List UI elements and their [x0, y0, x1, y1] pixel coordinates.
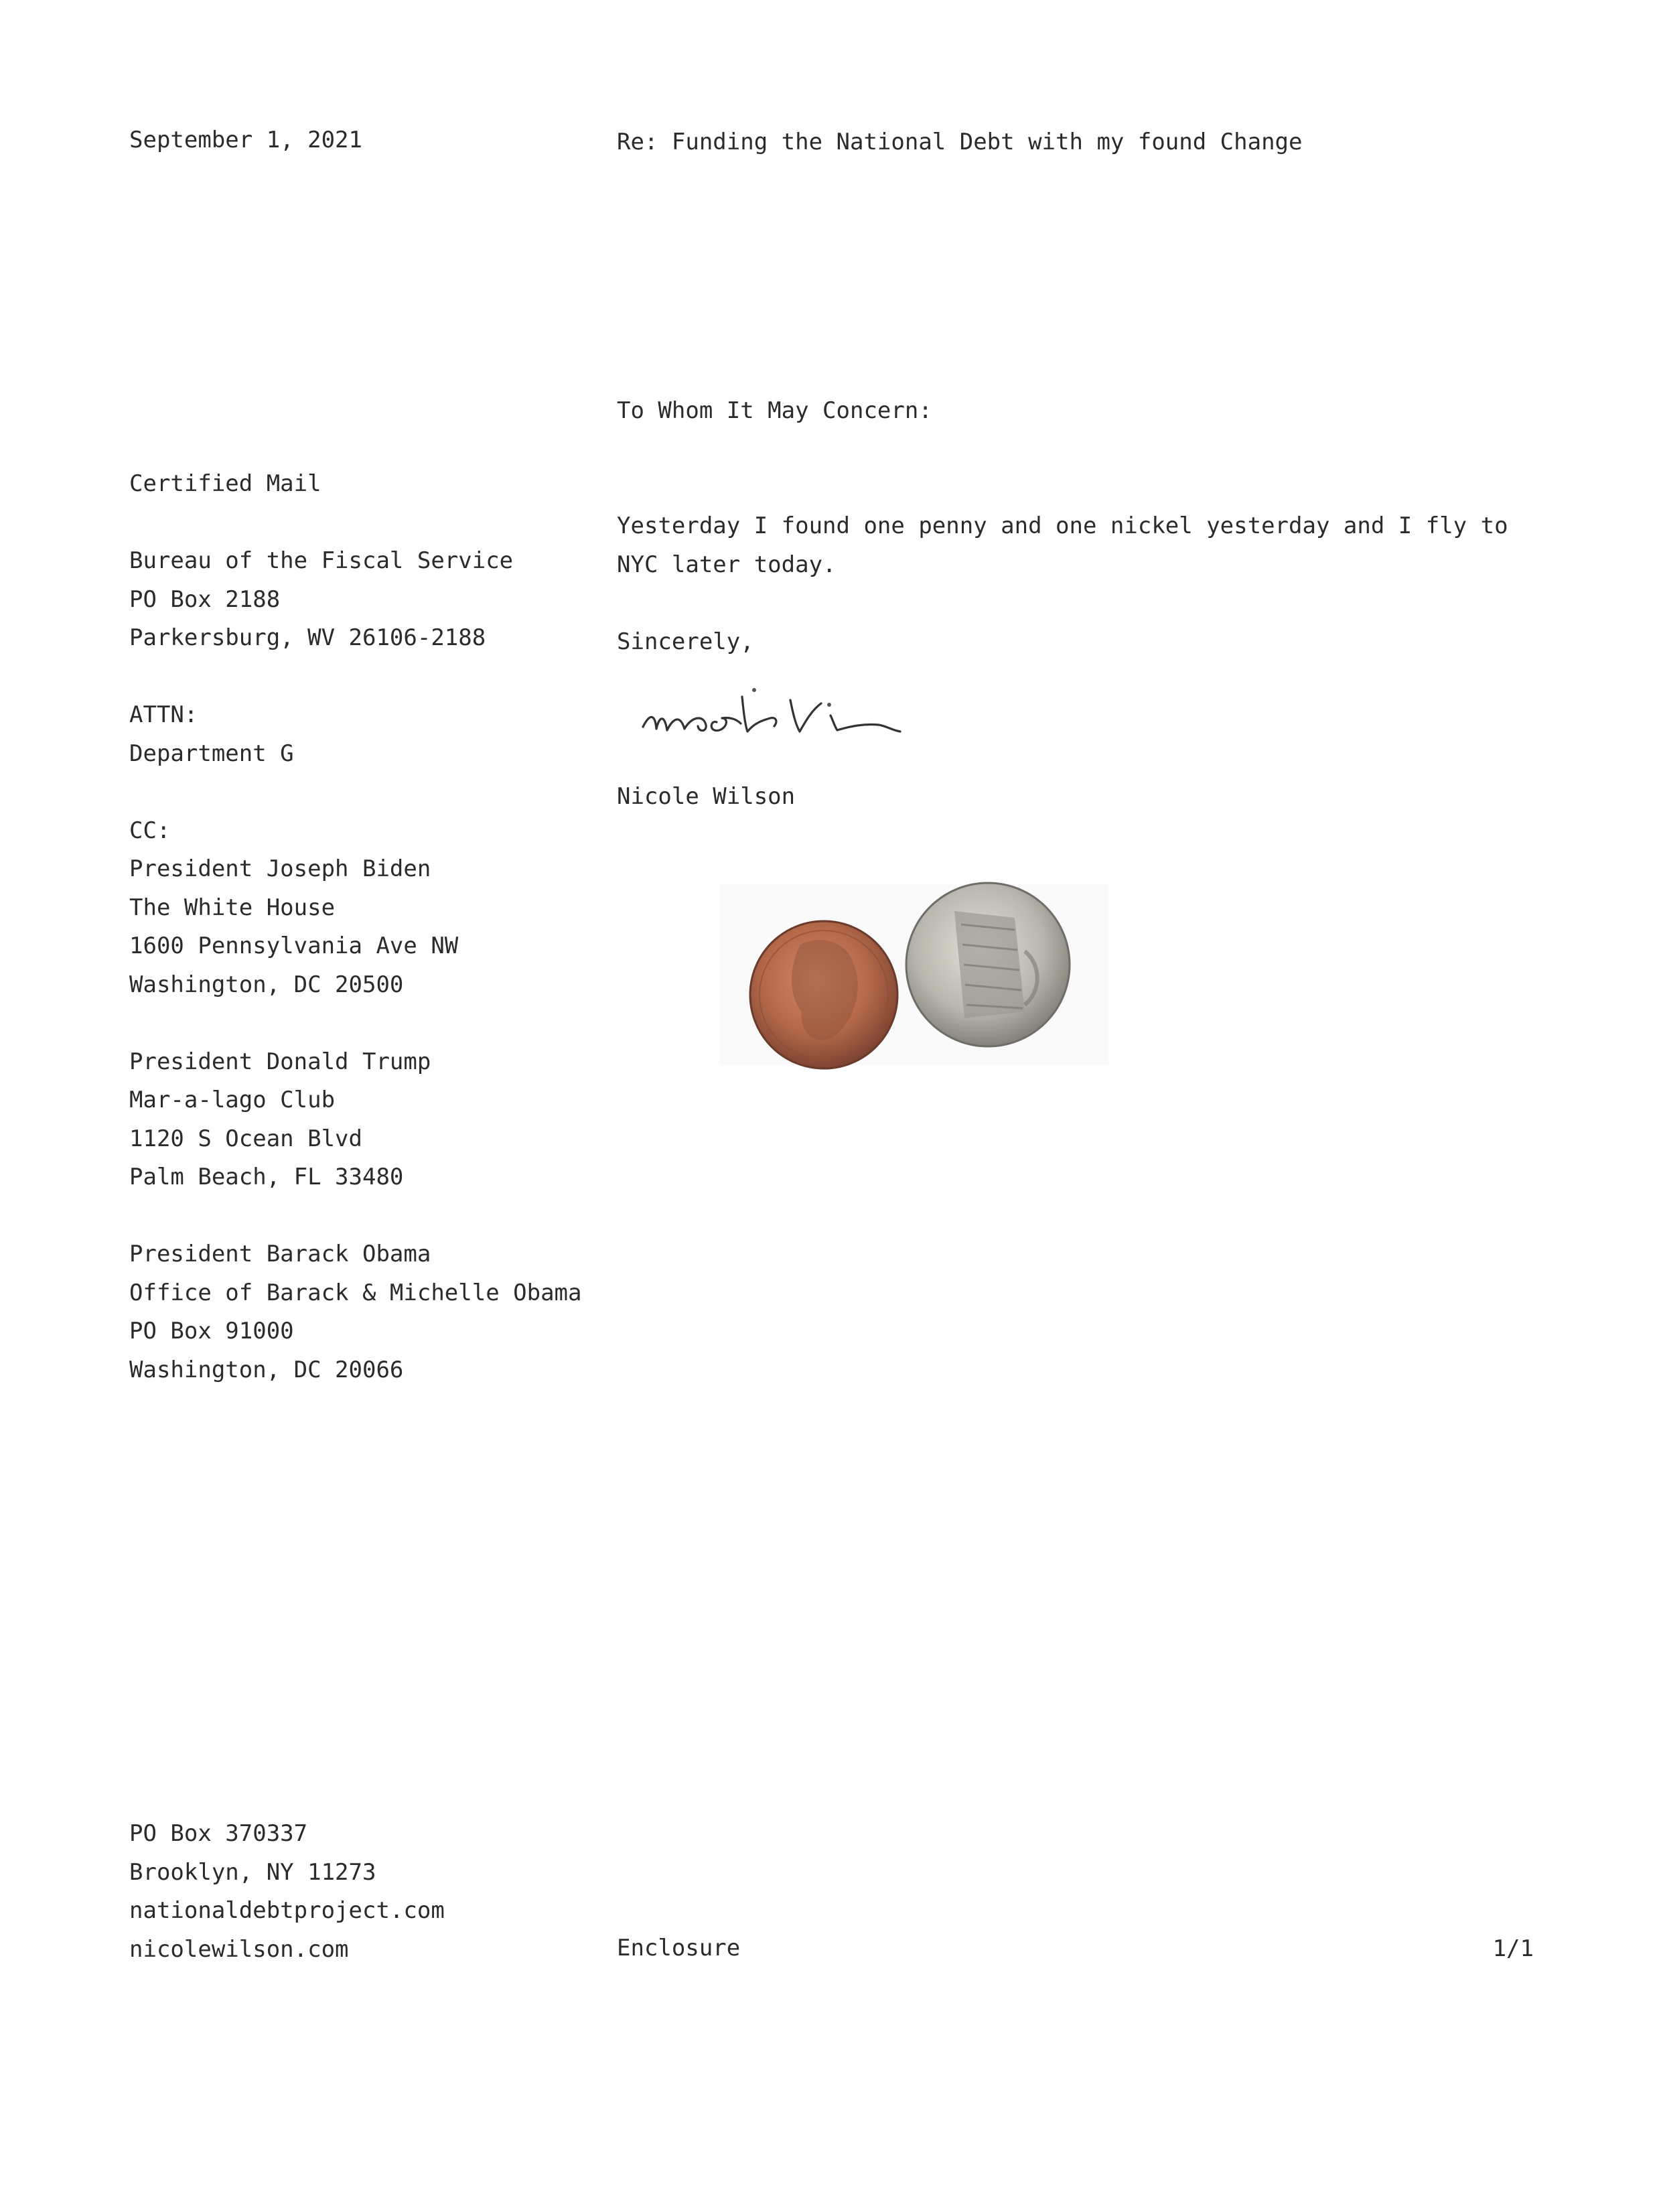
page-number: 1/1 — [1492, 1935, 1534, 1962]
attn-label: ATTN: — [129, 701, 198, 728]
recipient-address: PO Box 2188 — [129, 585, 281, 613]
cc-line: 1600 Pennsylvania Ave NW — [129, 932, 459, 959]
body-line: Yesterday I found one penny and one nickel yesterday and I fly to — [617, 512, 1508, 539]
sender-po-box: PO Box 370337 — [129, 1820, 308, 1847]
signature-image — [630, 677, 951, 757]
penny-coin — [750, 921, 897, 1068]
cc-line: President Barack Obama — [129, 1241, 431, 1267]
sender-block — [129, 1815, 445, 1969]
sender-website[interactable]: nationaldebtproject.com — [129, 1897, 445, 1924]
cc-line: President Joseph Biden — [129, 855, 431, 882]
enclosure-label: Enclosure — [617, 1935, 741, 1961]
cc-line: The White House — [129, 894, 336, 921]
sender-city: Brooklyn, NY 11273 — [129, 1858, 376, 1886]
recipient-city: Parkersburg, WV 26106-2188 — [129, 624, 486, 651]
cc-line: 1120 S Ocean Blvd — [129, 1125, 362, 1152]
nickel-coin — [906, 883, 1070, 1046]
closing: Sincerely, — [617, 628, 754, 655]
sender-website[interactable]: nicolewilson.com — [129, 1935, 349, 1963]
salutation: To Whom It May Concern: — [617, 397, 932, 424]
body-line: NYC later today. — [617, 551, 837, 578]
letter-subject: Re: Funding the National Debt with my found Change — [617, 129, 1303, 155]
cc-line: Palm Beach, FL 33480 — [129, 1164, 404, 1190]
letter-date: September 1, 2021 — [129, 127, 362, 153]
cc-label: CC: — [129, 817, 171, 844]
cc-line: PO Box 91000 — [129, 1318, 294, 1344]
attn-value: Department G — [129, 740, 294, 767]
cc-line: Mar-a-lago Club — [129, 1087, 336, 1113]
cc-line: Washington, DC 20500 — [129, 971, 404, 998]
signer-name: Nicole Wilson — [617, 783, 796, 810]
cc-line: Washington, DC 20066 — [129, 1356, 404, 1383]
cc-line: President Donald Trump — [129, 1048, 431, 1075]
letter-body — [617, 507, 1508, 661]
enclosed-coins-image — [720, 871, 1108, 1085]
delivery-method: Certified Mail — [129, 470, 321, 497]
recipient-name: Bureau of the Fiscal Service — [129, 547, 514, 574]
recipient-block — [129, 465, 582, 1389]
cc-line: Office of Barack & Michelle Obama — [129, 1279, 582, 1306]
